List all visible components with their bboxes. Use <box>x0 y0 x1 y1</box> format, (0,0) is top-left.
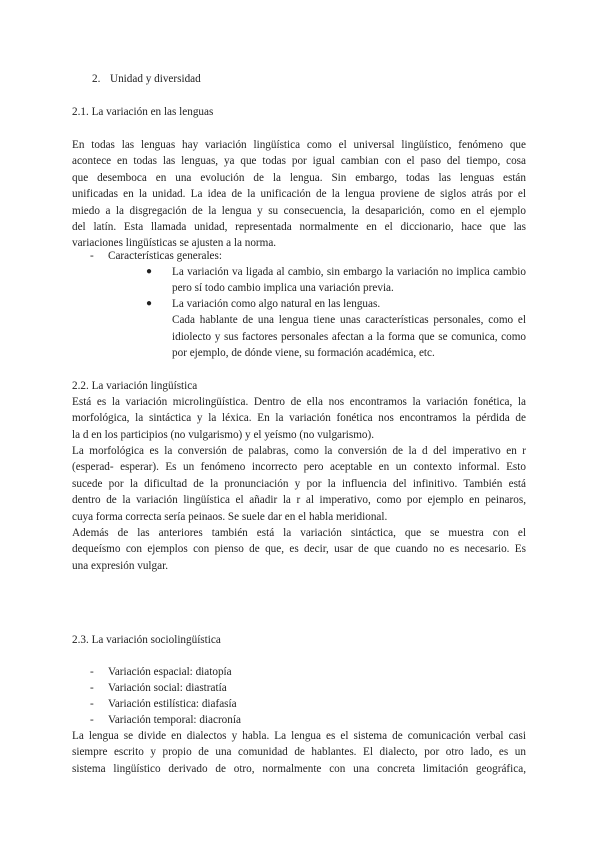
list-item-label: Variación espacial: diatopía <box>108 666 232 678</box>
list-item-label: Variación estilística: diafasía <box>108 698 237 710</box>
text-line: En todas las lenguas hay variación lingüística como el universal lingüístico, fenómeno que <box>72 139 526 151</box>
text-line: La lengua se divide en dialectos y habla. La lengua es el sistema de comunicación verbal casi <box>72 730 526 742</box>
text-line: sistema lingüístico derivado de otro, normalmente con una concreta limitación geográfica, <box>72 762 526 775</box>
bullet-item-variation-natural <box>146 296 526 362</box>
dash-marker: - <box>90 250 94 262</box>
text-line: (esperad- esperar). Es un fenómeno incorrecto pero aceptable en un contexto informal. Esto <box>72 461 526 474</box>
section-number: 2. <box>92 73 101 85</box>
text-line: por ejemplo, de dónde viene, su formación académica, etc. <box>172 347 435 360</box>
text-line: una expresión vulgar. <box>72 559 168 572</box>
text-line: variaciones lingüísticas se ajusten a la norma. <box>72 237 277 250</box>
text-line: La morfológica es la conversión de palabras, como la conversión de la d del imperativo en r <box>72 445 526 457</box>
text-line: la d en los participios (no vulgarismo) y el yeísmo (no vulgarismo). <box>72 428 375 441</box>
text-line: Está es la variación microlingüística. Dentro de ella nos encontramos la variación fonética, la <box>72 396 526 408</box>
text-line: del latín. Esta llamada unidad, representada normalmente en el diccionario, hace que las <box>72 221 526 234</box>
list-item-label: Características generales: <box>108 250 222 262</box>
dash-marker: - <box>90 666 94 678</box>
text-line: que desemboca en una evolución de la lengua. Sin embargo, todas las lenguas están <box>72 171 526 184</box>
text-line: sucede por la dificultad de la pronunciación y por la influencia del infinitivo. También está <box>72 477 526 490</box>
text-line: La variación como algo natural en las lenguas. <box>172 298 381 310</box>
text-line: acontece en todas las lenguas, ya que todas por igual cambian con el paso del tiempo, cosa <box>72 155 526 168</box>
text-line: unificadas en la unidad. La idea de la unificación de la lengua proviene de siglos atrás por el <box>72 188 526 201</box>
subsection-heading-2-3: 2.3. La variación sociolingüística <box>72 634 221 646</box>
paragraph-dialects <box>72 728 526 777</box>
bullet-item-variation-change <box>146 264 526 297</box>
text-line: Cada hablante de una lengua tiene unas características personales, como el <box>172 314 526 327</box>
bullet-dot-icon: ● <box>146 266 153 277</box>
paragraph-microlinguistic <box>72 394 526 443</box>
paragraph-morphological <box>72 443 526 525</box>
text-line: pero sí todo cambio implica una variación previa. <box>172 282 394 295</box>
list-item-label: Variación temporal: diacronía <box>108 714 241 726</box>
bullet-dot-icon: ● <box>146 298 153 309</box>
subsection-heading-2-1: 2.1. La variación en las lenguas <box>72 106 214 118</box>
text-line: La variación va ligada al cambio, sin embargo la variación no implica cambio <box>172 266 526 278</box>
list-item-label: Variación social: diastratía <box>108 682 227 694</box>
text-line: dentro de la variación lingüística el añadir la r al imperativo, como por ejemplo en peinaros, <box>72 494 526 507</box>
paragraph-syntactic <box>72 525 526 574</box>
text-line: miedo a la disgregación de la lengua y su consecuencia, la desaparición, como en el ejemplo <box>72 204 526 217</box>
text-line: dequeísmo con ejemplos con pienso de que, es decir, usar de que cuando no es necesario. Es <box>72 543 526 556</box>
dash-marker: - <box>90 682 94 694</box>
dash-marker: - <box>90 714 94 726</box>
text-line: idiolecto y sus factores personales afectan a la forma que se comunica, como <box>172 330 526 343</box>
text-line: Además de las anteriores también está la variación sintáctica, que se muestra con el <box>72 527 526 539</box>
section-title: Unidad y diversidad <box>110 73 201 85</box>
subsection-heading-2-2: 2.2. La variación lingüística <box>72 380 198 392</box>
text-line: morfológica, la sintáctica y la léxica. En la variación fonética nos encontramos la pérdida de <box>72 412 526 425</box>
text-line: siempre escrito y propio de una comunidad de hablantes. El dialecto, por otro lado, es un <box>72 746 526 759</box>
dash-marker: - <box>90 698 94 710</box>
paragraph-variation-intro <box>72 137 526 252</box>
text-line: cuya forma correcta sería peinaos. Se suele dar en el habla meridional. <box>72 510 388 523</box>
